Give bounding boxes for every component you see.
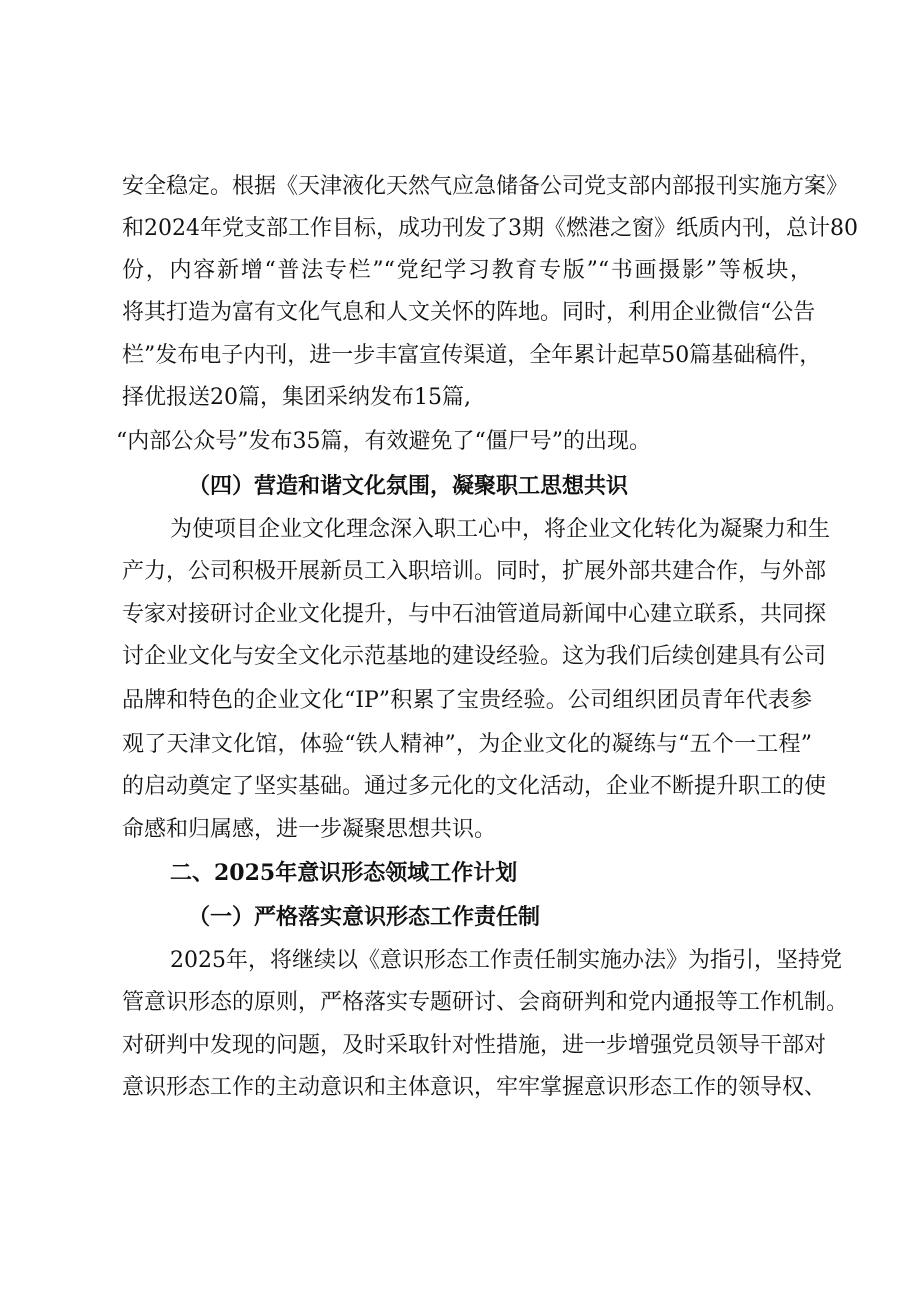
paragraph-line: 将其打造为富有文化气息和人文关怀的阵地。同时，利用企业微信“公告 — [122, 300, 816, 325]
paragraph-line: 2025年，将继续以《意识形态工作责任制实施办法》为指引，坚持党 — [170, 948, 842, 973]
paragraph-line: 产力，公司积极开展新员工入职培训。同时，扩展外部共建合作，与外部 — [122, 559, 827, 584]
paragraph-line: 为使项目企业文化理念深入职工心中，将企业文化转化为凝聚力和生 — [170, 517, 831, 542]
paragraph-line: 命感和归属感，进一步凝聚思想共识。 — [122, 817, 497, 842]
paragraph-line: 择优报送20篇，集团采纳发布15篇, — [122, 385, 471, 410]
paragraph-line: 和2024年党支部工作目标，成功刊发了3期《燃港之窗》纸质内刊，总计80 — [122, 216, 858, 241]
paragraph-line: “内部公众号”发布35篇，有效避免了“僵尸号”的出现。 — [116, 429, 651, 454]
section-heading: （一）严格落实意识形态工作责任制 — [188, 904, 541, 930]
paragraph-line: 对研判中发现的问题，及时采取针对性措施，进一步增强党员领导干部对 — [122, 1033, 827, 1058]
paragraph-line: 安全稳定。根据《天津液化天然气应急储备公司党支部内部报刊实施方案》 — [122, 174, 849, 199]
paragraph-line: 观了天津文化馆，体验“铁人精神”，为企业文化的凝练与“五个一工程” — [122, 732, 812, 757]
part-heading: 二、2025年意识形态领域工作计划 — [170, 860, 518, 886]
paragraph-line: 管意识形态的原则，严格落实专题研讨、会商研判和党内通报等工作机制。 — [122, 990, 849, 1015]
paragraph-line: 份，内容新增“普法专栏”“党纪学习教育专版”“书画摄影”等板块， — [122, 258, 812, 283]
paragraph-line: 专家对接研讨企业文化提升，与中石油管道局新闻中心建立联系，共同探 — [122, 602, 827, 627]
paragraph-line: 品牌和特色的企业文化“IP”积累了宝贵经验。公司组织团员青年代表参 — [122, 688, 812, 713]
paragraph-line: 的启动奠定了坚实基础。通过多元化的文化活动，企业不断提升职工的使 — [122, 774, 827, 799]
paragraph-line: 栏”发布电子内刊，进一步丰富宣传渠道，全年累计起草50篇基础稿件， — [122, 343, 822, 368]
section-heading: （四）营造和谐文化氛围，凝聚职工思想共识 — [188, 473, 629, 499]
paragraph-line: 意识形态工作的主动意识和主体意识，牢牢掌握意识形态工作的领导权、 — [122, 1075, 827, 1100]
paragraph-line: 讨企业文化与安全文化示范基地的建设经验。这为我们后续创建具有公司 — [122, 644, 827, 669]
